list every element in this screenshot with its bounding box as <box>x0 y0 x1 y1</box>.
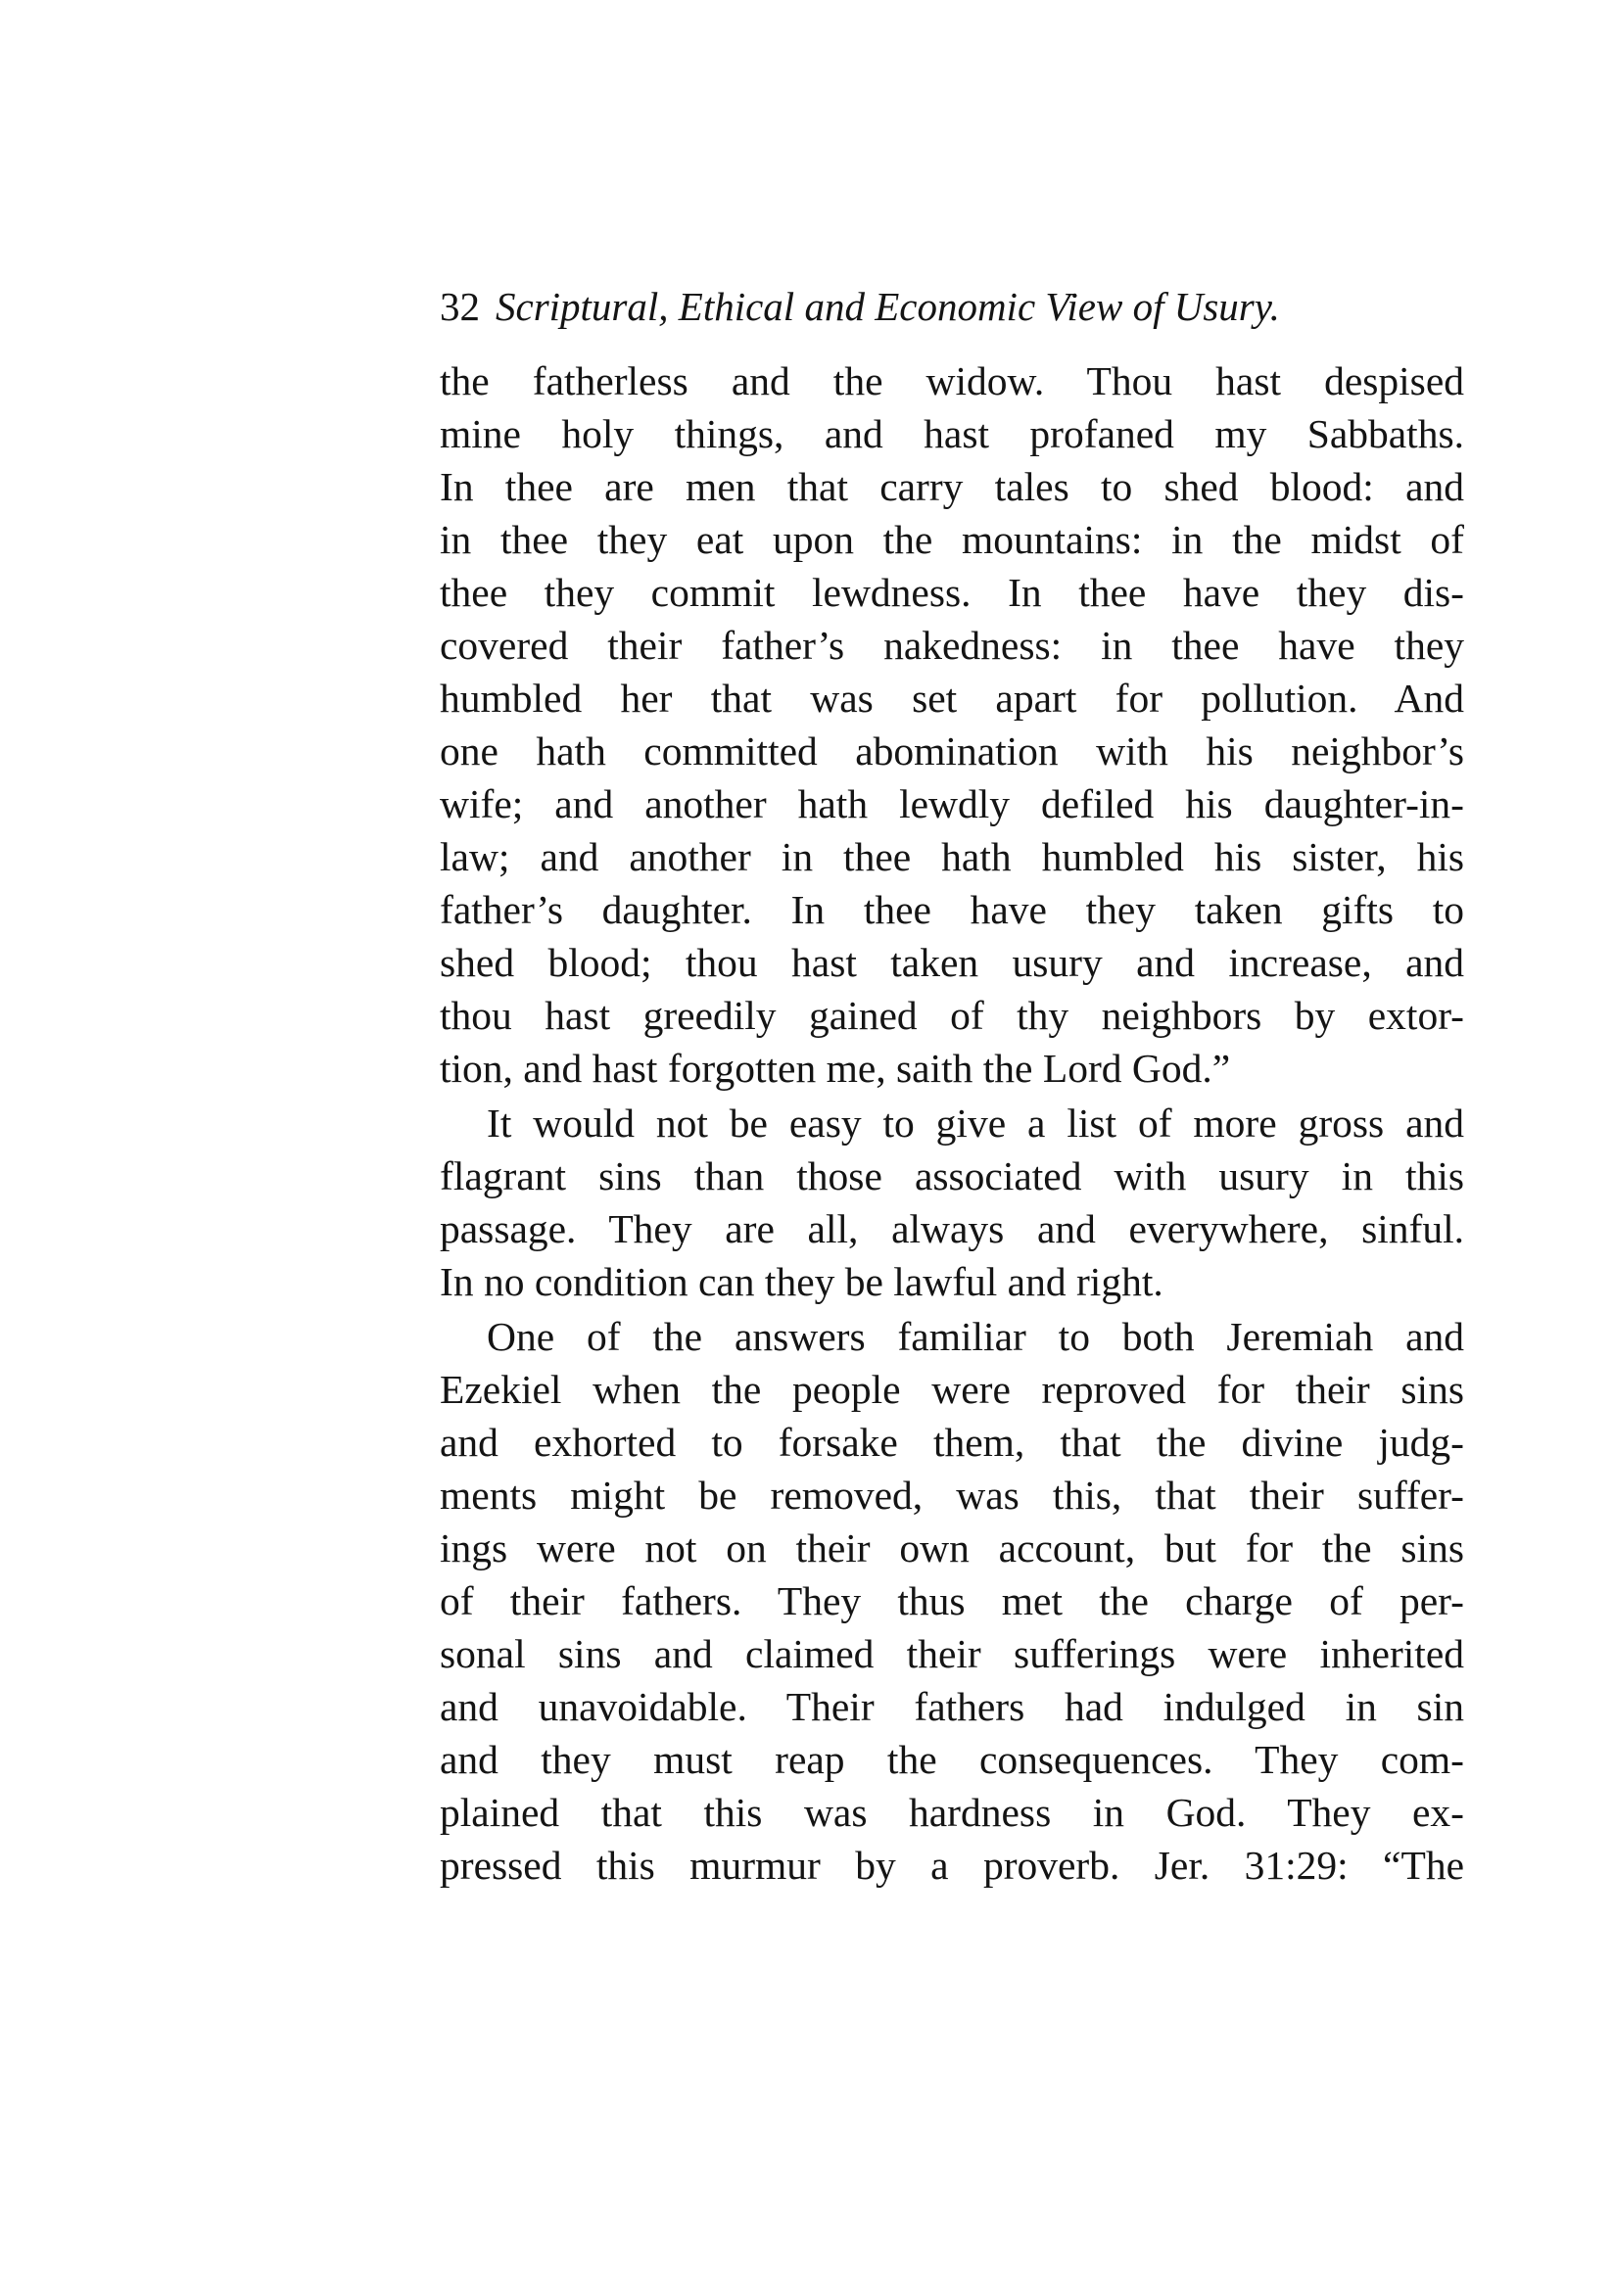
text-line: of their fathers. They thus met the charge of per- <box>440 1578 1464 1623</box>
text-line: mine holy things, and hast profaned my Sabbaths. <box>440 411 1464 456</box>
text-line: covered their father’s nakedness: in thee have they <box>440 623 1464 668</box>
text-line: tion, and hast forgotten me, saith the Lord God.” <box>440 1046 1231 1091</box>
text-line: father’s daughter. In thee have they taken gifts to <box>440 887 1464 932</box>
text-line: wife; and another hath lewdly defiled his daughter-in- <box>440 781 1464 826</box>
text-line: humbled her that was set apart for pollution. And <box>440 676 1464 721</box>
text-line: one hath committed abomination with his neighbor’s <box>440 728 1464 773</box>
text-line: law; and another in thee hath humbled his sister, his <box>440 834 1464 879</box>
text-line: ments might be removed, was this, that their suffer- <box>440 1473 1464 1518</box>
paragraph-1 <box>440 354 1464 1095</box>
running-head <box>440 282 1468 331</box>
text-line: sonal sins and claimed their sufferings were inherited <box>440 1631 1464 1676</box>
text-line: It would not be easy to give a list of more gross and <box>487 1101 1464 1146</box>
text-line: In thee are men that carry tales to shed blood: and <box>440 464 1464 509</box>
paragraph-3 <box>440 1310 1464 1892</box>
text-line: passage. They are all, always and everywhere, sinful. <box>440 1206 1464 1251</box>
text-line: pressed this murmur by a proverb. Jer. 31:29: “The <box>440 1843 1464 1888</box>
text-line: flagrant sins than those associated with usury in this <box>440 1153 1464 1198</box>
text-line: and they must reap the consequences. They com- <box>440 1737 1464 1782</box>
text-line: in thee they eat upon the mountains: in the midst of <box>440 517 1464 562</box>
text-line: thou hast greedily gained of thy neighbors by extor- <box>440 993 1464 1038</box>
page-number: 32 <box>440 284 480 329</box>
text-line: ings were not on their own account, but for the sins <box>440 1525 1464 1570</box>
text-line: and exhorted to forsake them, that the divine judg- <box>440 1420 1464 1465</box>
text-line: plained that this was hardness in God. They ex- <box>440 1790 1464 1835</box>
text-line: Ezekiel when the people were reproved for their sins <box>440 1367 1464 1412</box>
body-text <box>440 354 1464 1894</box>
text-line: and unavoidable. Their fathers had indulged in sin <box>440 1684 1464 1729</box>
text-line: In no condition can they be lawful and right. <box>440 1259 1163 1304</box>
running-title: Scriptural, Ethical and Economic View of Usury. <box>496 284 1280 329</box>
text-line: the fatherless and the widow. Thou hast despised <box>440 358 1464 403</box>
text-line: shed blood; thou hast taken usury and increase, and <box>440 940 1464 985</box>
text-line: thee they commit lewdness. In thee have they dis- <box>440 570 1464 615</box>
text-line: One of the answers familiar to both Jeremiah and <box>487 1314 1464 1359</box>
paragraph-2 <box>440 1097 1464 1308</box>
